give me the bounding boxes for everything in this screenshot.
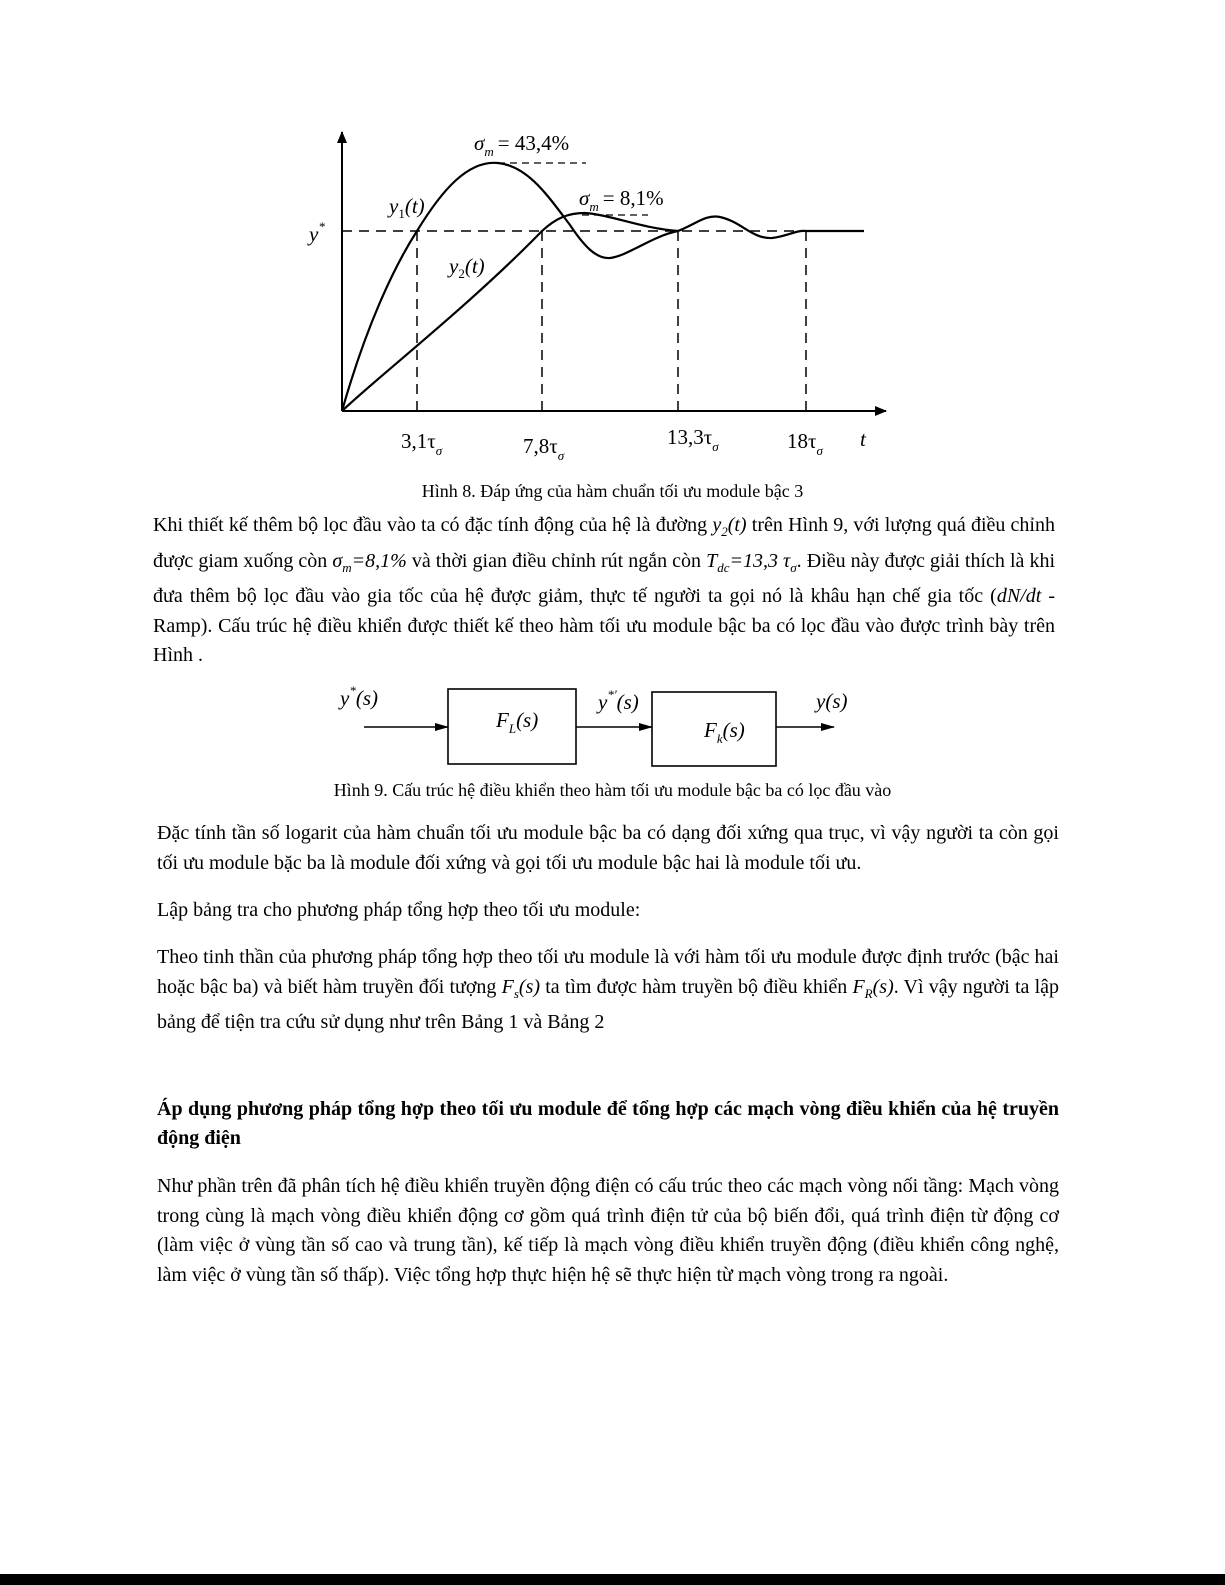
curve-y2 bbox=[342, 213, 678, 411]
paragraph-log-frequency: Đặc tính tần số logarit của hàm chuẩn tối ưu module bậc ba có dạng đối xứng qua trục, vì vậy người ta còn gọi tối ưu module bặc ba là module đối xứng và gọi tối ưu module bậc hai là module tối ưu. bbox=[157, 822, 1059, 874]
paragraph-lookup-table-intro: Lập bảng tra cho phương pháp tổng hợp theo tối ưu module: bbox=[157, 899, 641, 921]
y-star-label: y* bbox=[309, 219, 325, 246]
figure-8-response-plot bbox=[0, 0, 1225, 500]
paragraph-cascade-loops: Như phần trên đã phân tích hệ điều khiển truyền động điện có cấu trúc theo các mạch vòng nối tầng: Mạch vòng trong cùng là mạch vòng điều khiển động cơ gồm quá trình điện tử của bộ biến đổi, quá trình điện từ động cơ (làm việc ở vùng tần số cao và trung tần), kế tiếp là mạch vòng điều khiển truyền động (điều khiển công nghệ, làm việc ở vùng tần số thấp). Việc tổng hợp thực hiện hệ sẽ thực hiện từ mạch vòng trong ra ngoài. bbox=[157, 1175, 1059, 1286]
paragraph-synthesis-method: Theo tinh thần của phương pháp tổng hợp theo tối ưu module là với hàm tối ưu module được định trước (bậc hai hoặc bậc ba) và biết hàm truyền đối tượng $F_s(s)$ ta tìm được hàm truyền bộ điều khiển $F_R(s)$. Vì vậy người ta lập bảng để tiện tra cứu sử dụng như trên Bảng 1 và Bảng 2 bbox=[157, 946, 1060, 1033]
paragraph-filter-description: Khi thiết kế thêm bộ lọc đầu vào ta có đặc tính động của hệ là đường $y_2(t)$ trên Hình 9, với lượng quá điều chỉnh được giam xuống còn $\sigma_m=8,1\%$ và thời gian điều chỉnh rút ngắn còn $T_{dc}=13,3$ $\tau_\sigma$. Điều này được giải thích là khi đưa thêm bộ lọc đầu vào gia tốc của hệ được giảm, thực tế người ta gọi nó là khâu hạn chế gia tốc (dN/dt - Ramp). Cấu trúc hệ điều khiển được thiết kế theo hàm tối ưu module bậc ba có lọc đầu vào được trình bày trên Hình . bbox=[153, 514, 1056, 666]
curve-y2-label: $y_2(t)$ bbox=[449, 254, 485, 281]
sigma-m-8-label: $\sigma_m = 8,1\%$ bbox=[579, 186, 664, 214]
intermediate-signal-label: y*'(s) bbox=[598, 687, 639, 714]
figure-8-caption: Hình 8. Đáp ứng của hàm chuẩn tối ưu module bậc 3 bbox=[421, 481, 804, 501]
input-signal-label: y*(s) bbox=[340, 683, 378, 710]
tick-label-7-8: $7,8\tau_\sigma$ bbox=[523, 434, 565, 463]
sigma-m-43-label: $\sigma_m = 43,4\%$ bbox=[474, 131, 570, 159]
page-bottom-bar bbox=[0, 1574, 1225, 1585]
figure-9-block-diagram bbox=[0, 670, 1225, 780]
tick-label-13-3: $13,3\tau_\sigma$ bbox=[667, 425, 719, 454]
section-heading: Áp dụng phương pháp tổng hợp theo tối ưu module để tổng hợp các mạch vòng điều khiển của hệ truyền động điện bbox=[157, 1098, 1059, 1149]
figure-9-caption: Hình 9. Cấu trúc hệ điều khiển theo hàm tối ưu module bậc ba có lọc đầu vào bbox=[333, 780, 892, 800]
tick-label-18: $18\tau_\sigma$ bbox=[787, 429, 823, 458]
block-FL-label: $F_L(s)$ bbox=[496, 708, 539, 736]
output-signal-label: y(s) bbox=[816, 689, 848, 713]
block-Fk-label: $F_k(s)$ bbox=[704, 718, 745, 746]
curve-y1-label: $y_1(t)$ bbox=[389, 194, 425, 221]
tick-label-3-1: $3,1\tau_\sigma$ bbox=[401, 429, 443, 458]
t-axis-label: t bbox=[860, 427, 866, 451]
